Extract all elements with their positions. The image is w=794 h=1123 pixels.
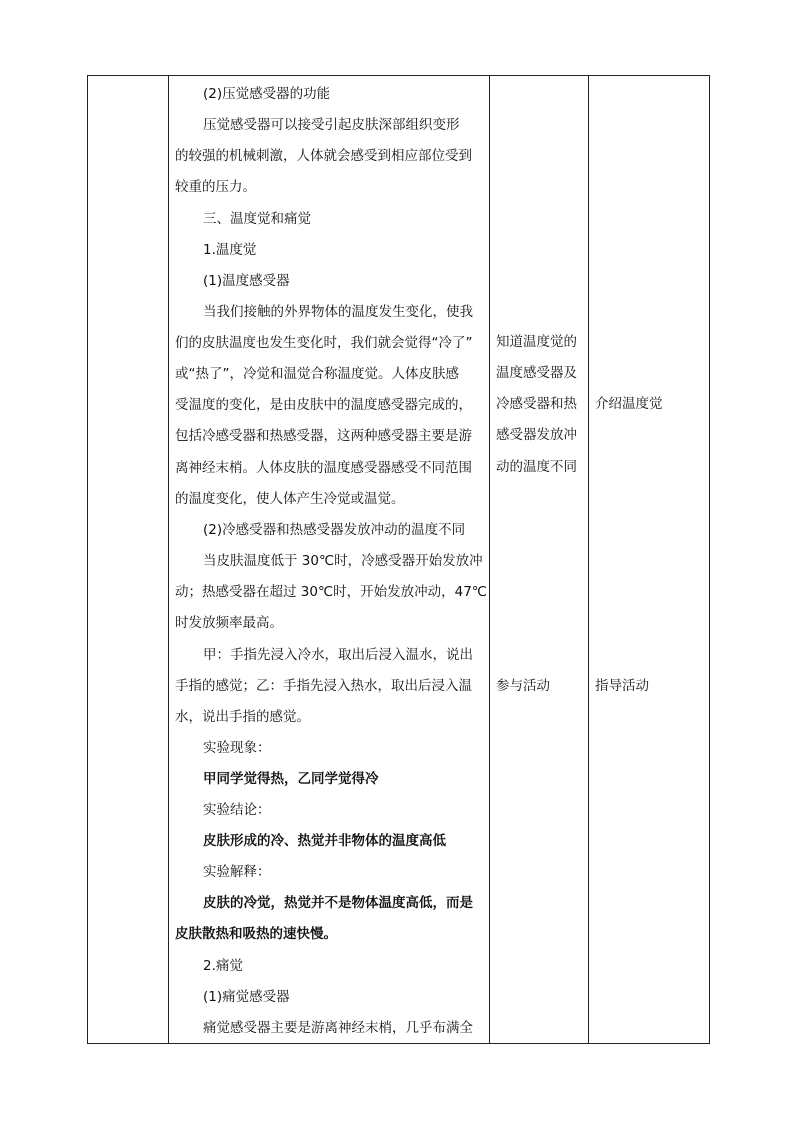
content-line: (2)压觉感受器的功能 [203,86,331,102]
experiment-explanation: 皮肤散热和吸热的速快慢。 [175,926,337,942]
content-line: 动；热感受器在超过 30℃时，开始发放冲动，47℃ [175,584,487,600]
content-line: 较重的压力。 [175,179,256,195]
student-activity-line: 知道温度觉的 [496,334,577,350]
teaching-content-cell [169,76,490,1044]
content-line: 的温度变化，使人体产生冷觉或温觉。 [175,491,405,507]
content-line: 实验解释： [203,864,271,880]
section-column-cell [88,76,169,1044]
experiment-phenomenon: 甲同学觉得热，乙同学觉得冷 [203,771,379,787]
content-line: 或“热了”，冷觉和温觉合称温度觉。人体皮肤感 [175,366,459,382]
content-line: 离神经末梢。人体皮肤的温度感受器感受不同范围 [175,460,472,476]
teacher-activity-line: 介绍温度觉 [595,396,663,412]
content-line: 手指的感觉；乙：手指先浸入热水，取出后浸入温 [175,678,472,694]
teacher-activity-cell [589,76,710,1044]
content-line: 压觉感受器可以接受引起皮肤深部组织变形 [203,117,460,133]
experiment-explanation: 皮肤的冷觉，热觉并不是物体温度高低，而是 [203,895,473,911]
content-line: 痛觉感受器主要是游离神经末梢，几乎布满全 [203,1020,473,1036]
content-line: 甲：手指先浸入冷水，取出后浸入温水，说出 [203,647,473,663]
content-line: 实验现象： [203,740,271,756]
experiment-conclusion: 皮肤形成的冷、热觉并非物体的温度高低 [203,833,446,849]
content-line: 包括冷感受器和热感受器，这两种感受器主要是游 [175,428,472,444]
student-activity-line: 参与活动 [496,678,550,694]
content-line: 当皮肤温度低于 30℃时，冷感受器开始发放冲 [203,553,483,569]
student-activity-cell [490,76,589,1044]
content-line: (2)冷感受器和热感受器发放冲动的温度不同 [203,522,466,538]
subsection-heading: 2.痛觉 [203,958,243,974]
content-line: 实验结论： [203,802,271,818]
content-line: 们的皮肤温度也发生变化时，我们就会觉得“冷了” [175,335,473,351]
content-line: (1)温度感受器 [203,273,290,289]
table-row [88,76,710,1044]
student-activity-line: 冷感受器和热 [496,396,577,412]
content-line: 水，说出手指的感觉。 [175,709,310,725]
student-activity-line: 动的温度不同 [496,459,577,475]
content-line: 的较强的机械刺激，人体就会感受到相应部位受到 [175,148,472,164]
section-heading: 三、温度觉和痛觉 [203,211,311,227]
content-line: (1)痛觉感受器 [203,989,290,1005]
lesson-plan-table [87,75,710,1044]
content-line: 当我们接触的外界物体的温度发生变化，使我 [203,304,473,320]
subsection-heading: 1.温度觉 [203,242,257,258]
student-activity-line: 温度感受器及 [496,365,577,381]
student-activity-line: 感受器发放冲 [496,427,577,443]
content-line: 时发放频率最高。 [175,615,283,631]
teacher-activity-line: 指导活动 [595,678,649,694]
content-line: 受温度的变化，是由皮肤中的温度感受器完成的， [175,397,472,413]
